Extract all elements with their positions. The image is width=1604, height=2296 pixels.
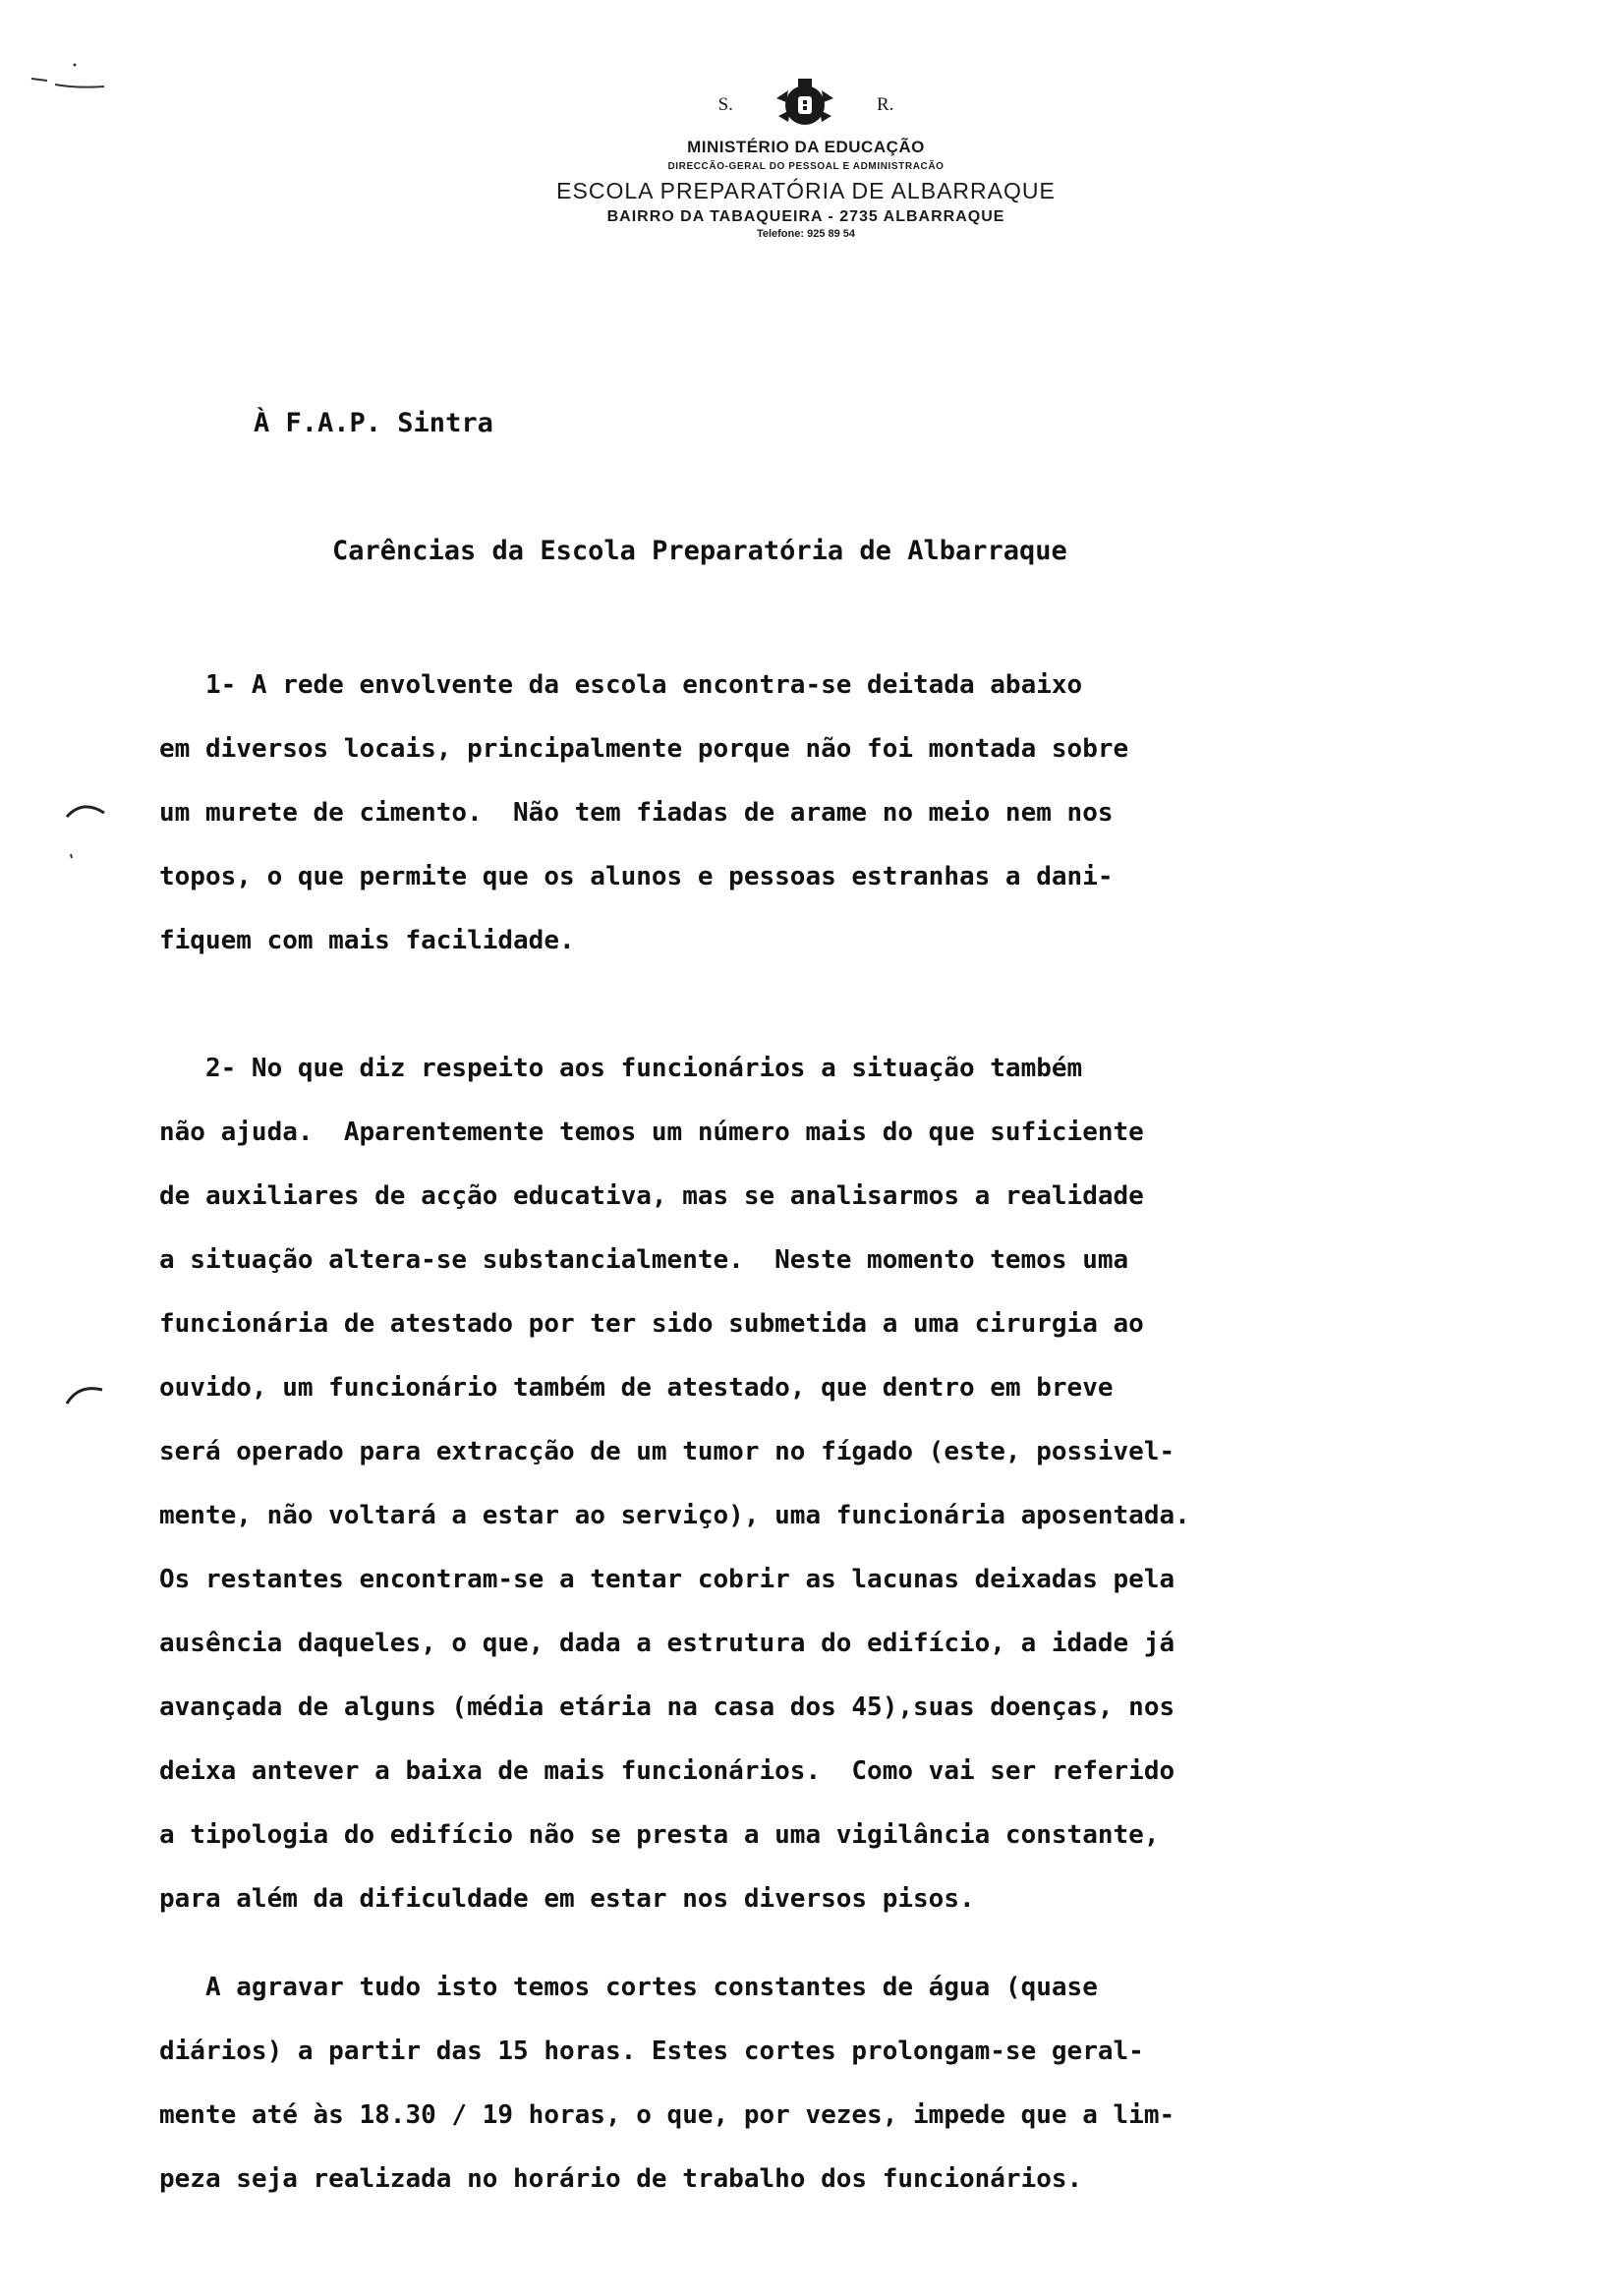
text-line: peza seja realizada no horário de trabalho dos funcionários. (159, 2164, 1083, 2194)
text-line: não ajuda. Aparentemente temos um número mais do que suficiente (159, 1118, 1144, 1147)
recipient-line: À F.A.P. Sintra (254, 408, 493, 438)
letterhead-left-initial: S. (717, 94, 733, 115)
text-line: a tipologia do edifício não se presta a uma vigilância constante, (159, 1820, 1160, 1850)
text-line: mente até às 18.30 / 19 horas, o que, por vezes, impede que a lim- (159, 2100, 1175, 2130)
text-line: fiquem com mais facilidade. (159, 926, 575, 955)
direction-name: DIRECCÃO-GERAL DO PESSOAL E ADMINISTRACÃO (667, 161, 945, 172)
text-line: 1- A rede envolvente da escola encontra-se deitada abaixo (159, 670, 1083, 700)
text-line: em diversos locais, principalmente porque não foi montada sobre (159, 734, 1129, 764)
text-line: Os restantes encontram-se a tentar cobrir as lacunas deixadas pela (159, 1565, 1175, 1594)
punch-hole-mark-upper (65, 791, 108, 860)
punch-hole-mark-lower (65, 1376, 108, 1411)
ministry-name: MINISTÉRIO DA EDUCAÇÃO (687, 138, 925, 156)
text-line: funcionária de atestado por ter sido submetida a uma cirurgia ao (159, 1309, 1144, 1339)
letterhead-top (511, 77, 1101, 134)
text-line: a situação altera-se substancialmente. Neste momento temos uma (159, 1245, 1129, 1275)
coat-of-arms-emblem (769, 77, 841, 134)
text-line: será operado para extracção de um tumor no fígado (este, possivel- (159, 1437, 1175, 1466)
text-line: diários) a partir das 15 horas. Estes cortes prolongam-se geral- (159, 2037, 1144, 2066)
letterhead (511, 77, 1101, 240)
school-name: ESCOLA PREPARATÓRIA DE ALBARRAQUE (556, 178, 1056, 203)
text-line: ouvido, um funcionário também de atestado, que dentro em breve (159, 1373, 1114, 1403)
text-line: deixa antever a baixa de mais funcionários. Como vai ser referido (159, 1756, 1175, 1786)
paragraph-2 (159, 1037, 1190, 1931)
text-line: A agravar tudo isto temos cortes constantes de água (quase (159, 1973, 1098, 2002)
text-line: de auxiliares de acção educativa, mas se analisarmos a realidade (159, 1181, 1144, 1211)
text-line: avançada de alguns (média etária na casa dos 45),suas doenças, nos (159, 1693, 1175, 1722)
text-line: 2- No que diz respeito aos funcionários a situação também (159, 1054, 1083, 1083)
paragraph-1 (159, 654, 1128, 973)
school-address: BAIRRO DA TABAQUEIRA - 2735 ALBARRAQUE (606, 208, 1005, 225)
school-phone: Telefone: 925 89 54 (756, 228, 856, 240)
text-line: topos, o que permite que os alunos e pessoas estranhas a dani- (159, 862, 1114, 891)
text-line: mente, não voltará a estar ao serviço), uma funcionária aposentada. (159, 1501, 1190, 1530)
paragraph-3 (159, 1956, 1174, 2211)
letterhead-right-initial: R. (876, 94, 894, 115)
text-line: ausência daqueles, o que, dada a estrutura do edifício, a idade já (159, 1629, 1175, 1658)
text-line: um murete de cimento. Não tem fiadas de arame no meio nem nos (159, 798, 1114, 828)
scan-mark-top-left (28, 59, 116, 98)
text-line: para além da dificuldade em estar nos diversos pisos. (159, 1884, 975, 1914)
document-subject: Carências da Escola Preparatória de Albarraque (332, 536, 1067, 566)
